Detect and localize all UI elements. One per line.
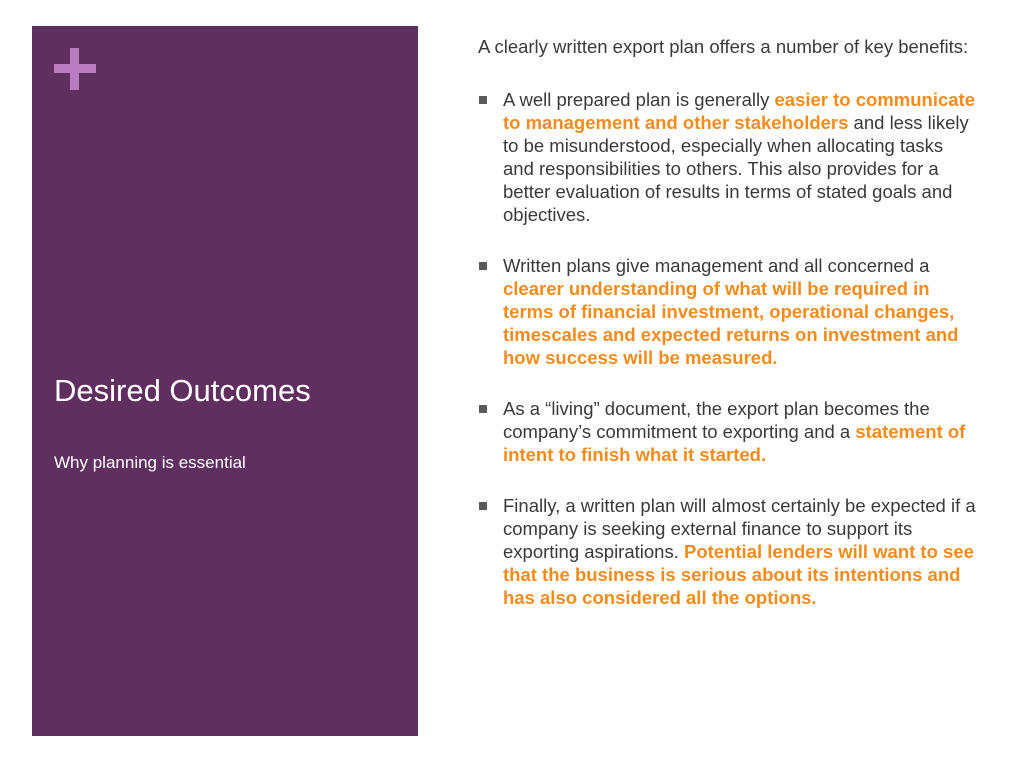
benefit-text-segment: As a “living” document, the export plan becomes the company’s commitment to exporting and a [503,398,930,442]
square-bullet-icon [479,96,487,104]
benefit-item [478,494,978,609]
benefits-list [478,88,978,609]
benefit-text-segment: and less likely to be misunderstood, especially when allocating tasks and responsibilities to others. This also provides for a better evaluation of results in terms of stated goals and objectives. [503,112,969,225]
section-subtitle: Why planning is essential [54,453,246,472]
benefit-item [478,397,978,466]
square-bullet-icon [479,502,487,510]
benefit-item [478,88,978,226]
benefit-highlight: clearer understanding of what will be required in terms of financial investment, operational changes, timescales and expected returns on investment and how success will be measured. [503,278,959,368]
content-area [478,35,978,637]
benefit-text-segment: A well prepared plan is generally [503,89,775,110]
benefit-highlight: easier to communicate to management and other stakeholders [503,89,975,133]
plus-icon [54,46,100,92]
benefit-text-segment: Finally, a written plan will almost certainly be expected if a company is seeking external finance to support its exporting aspirations. [503,495,976,562]
square-bullet-icon [479,405,487,413]
plus-icon-vertical-bar [70,48,79,90]
title-panel [32,26,418,736]
intro-text: A clearly written export plan offers a number of key benefits: [478,36,969,57]
benefit-text-segment: Written plans give management and all concerned a [503,255,930,276]
section-title: Desired Outcomes [54,373,311,408]
square-bullet-icon [479,262,487,270]
benefit-highlight: Potential lenders will want to see that the business is serious about its intentions and has also considered all the options. [503,541,974,608]
benefit-item [478,254,978,369]
benefit-highlight: statement of intent to finish what it started. [503,421,966,465]
